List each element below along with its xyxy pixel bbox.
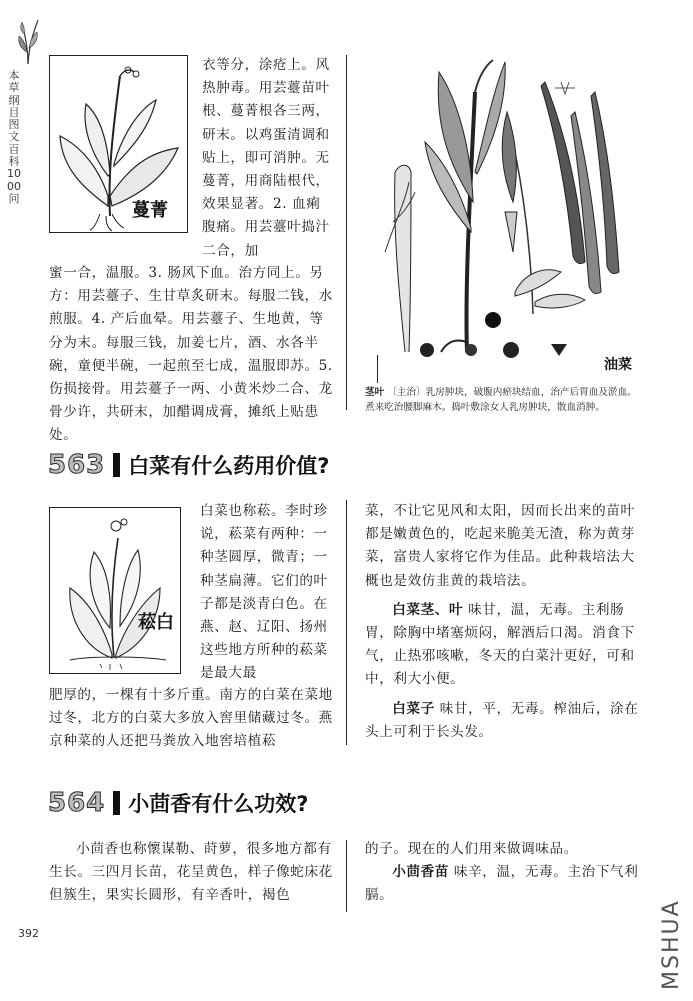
watermark-text: MSHUA: [659, 899, 684, 990]
caption-heading: 茎叶: [365, 387, 385, 398]
page-number: 392: [18, 927, 39, 940]
item-name: 小茴香苗: [392, 864, 449, 881]
illustration-label: 菘白: [138, 612, 174, 633]
illustration-label: 蔓菁: [132, 200, 168, 221]
section-question: 白菜有什么药用价值?: [128, 454, 330, 478]
item-text: 味甘，平，无毒。榨油后，涂在头上可利于长头发。: [365, 700, 639, 740]
watermark: [659, 878, 683, 990]
item-fennel-sprout: [365, 861, 640, 907]
top-paragraph-full: 蜜一合，温服。3. 肠风下血。治方同上。另方：用芸薹子、生甘草炙研末。每服二钱，水煎服。4. 产后血晕。用芸薹子、生地黄，等分为末。每服三钱，加姜七片，酒、水各半碗，童便半碗，一起煎至七成，温服即苏。5. 伤损接骨。用芸薹子一两、小黄米炒二合、龙骨少许，共研末，加醋调成膏，摊纸上贴患处。: [49, 265, 333, 444]
plate-left-rule: [377, 355, 378, 383]
plate-label: 油菜: [604, 357, 632, 373]
heading-bar: [113, 791, 120, 815]
section-564-left: 小茴香也称懷谋勒、莳萝，很多地方都有生长。三四月长苗，花呈黄色，样子像蛇床花但簇生，果实长圆形，有辛香叶，褐色: [49, 841, 333, 904]
item-cabbage-stem-leaf: [365, 599, 640, 692]
section-563-right: [365, 500, 640, 744]
sprig-icon: [14, 14, 42, 66]
rapeseed-botanical-plate: [375, 52, 637, 370]
top-paragraph-narrow: 衣等分，涂疮上。风热肿毒。用芸薹苗叶根、蔓菁根各三两，研末。以鸡蛋清调和贴上，即可消肿。无蔓菁，用商陆根代，效果显著。2. 血痢腹痛。用芸薹叶捣汁二合，加: [202, 57, 330, 259]
column-divider: [346, 55, 347, 410]
column-divider: [346, 500, 347, 745]
plate-caption: [365, 385, 643, 415]
section-564-heading: [48, 788, 308, 818]
running-title: 本草纲目图文百科1000问: [7, 69, 21, 205]
item-name: 白菜茎、叶: [392, 601, 464, 618]
item-text: 味甘，温，无毒。主利肠胃，除胸中堵塞烦闷，解酒后口渴。消食下气，止热邪咳嗽，冬天的白菜汁更好，可和中，利大小便。: [365, 601, 635, 688]
section-563-right-para: 菜，不让它见风和太阳，因而长出来的苗叶都是嫩黄色的，吃起来脆美无渣，称为黄芽菜，富贵人家将它作为佳品。此种栽培法大概也是效仿韭黄的栽培法。: [365, 503, 635, 589]
section-number: 564: [48, 788, 106, 818]
item-text: 味辛，温，无毒。主治下气利膈。: [365, 864, 639, 904]
cabbage-illustration: [49, 507, 181, 674]
section-563-left-full: 肥厚的，一棵有十多斤重。南方的白菜在菜地过冬，北方的白菜大多放入窖里储藏过冬。燕京种菜的人还把马粪放入地窖培植菘: [49, 687, 333, 750]
section-564-right: [365, 838, 640, 908]
column-divider: [346, 840, 347, 912]
heading-bar: [113, 453, 120, 477]
section-564-right-para: 的子。现在的人们用来做调味品。: [365, 841, 578, 857]
turnip-illustration: [49, 55, 188, 233]
item-cabbage-seed: [365, 698, 640, 744]
section-question: 小茴香有什么功效?: [128, 792, 309, 816]
section-number: 563: [48, 450, 106, 480]
section-563-heading: [48, 450, 329, 480]
section-563-left-narrow: 白菜也称菘。李时珍说，菘菜有两种：一种茎圆厚，微青；一种茎扁薄。它们的叶子都是淡青白色。在燕、赵、辽阳、扬州这些地方所种的菘菜是最大最: [200, 503, 328, 682]
item-name: 白菜子: [392, 700, 435, 717]
caption-text: 〔主治〕乳房肿块，破腹内瘀块结血，治产后胃血及淤血。煮来吃治腰脚麻木。捣叶敷涂女人乳房肿块，散血消肿。: [365, 387, 637, 413]
